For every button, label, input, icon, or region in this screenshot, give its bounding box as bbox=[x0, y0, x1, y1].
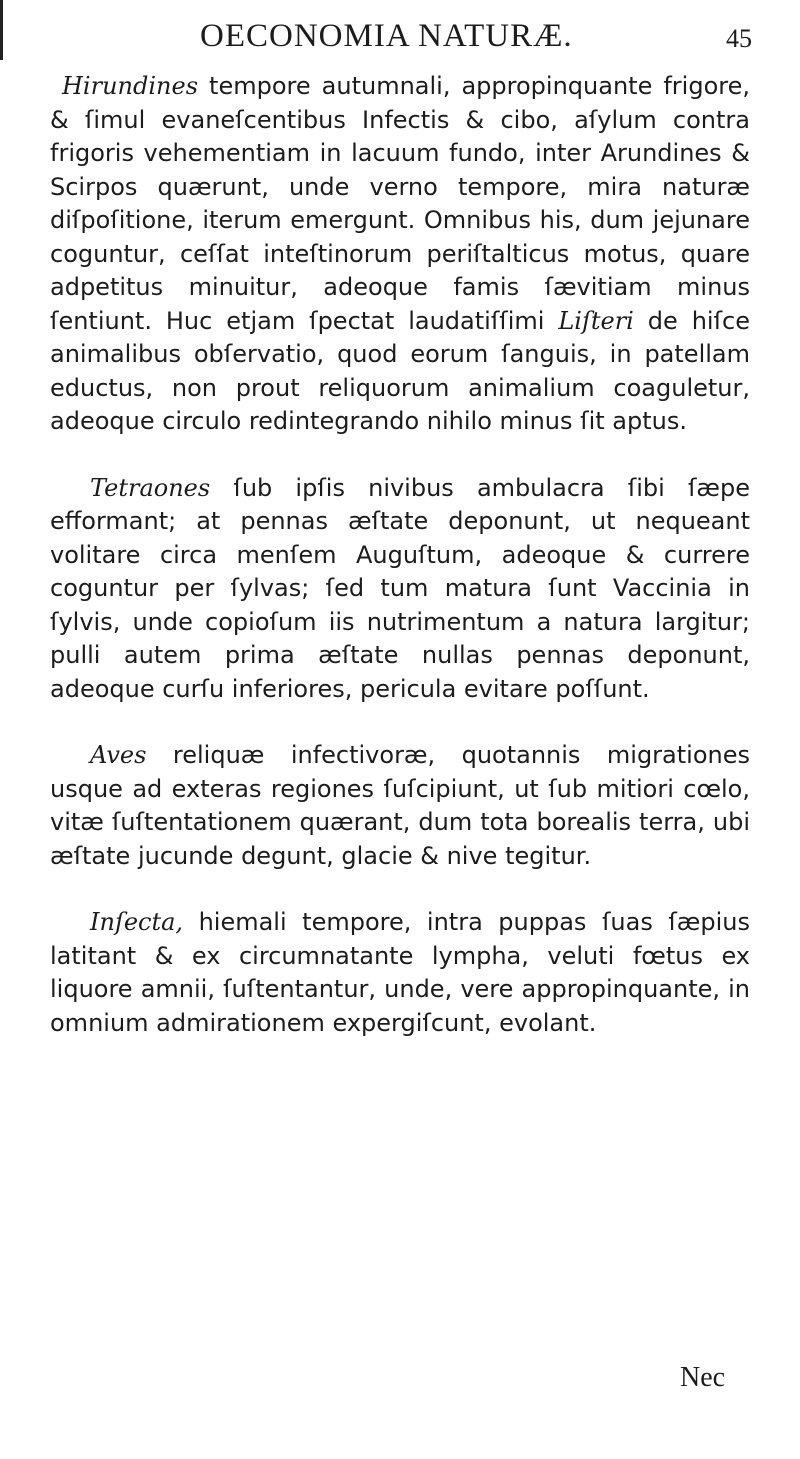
author-name: Liſteri bbox=[558, 306, 634, 335]
paragraph-text: hiemali tempore, intra puppas ſuas ſæpius latitant & ex circumnatante lympha, veluti fœtus ex liquore amnii, ſuſtentantur, unde, vere appropinquante, in omnium admirationem expergiſcunt, evolant. bbox=[50, 908, 750, 1037]
paragraph-hirundines bbox=[50, 70, 750, 439]
paragraph-lead: Tetraones bbox=[90, 473, 211, 502]
paragraph-text: tempore autumnali, appropinquante frigore, & ſimul evaneſcentibus Infectis & cibo, aſylum contra frigoris vehementiam in lacuum fundo, inter Arundines & Scirpos quærunt, unde verno tempore, mira naturæ diſpoſitione, iterum emergunt. Omnibus his, dum jejunare coguntur, ceſſat inteſtinorum periſtalticus motus, quare adpetitus minuitur, adeoque famis ſævitiam minus ſentiunt. Huc etjam ſpectat laudatiſſimi bbox=[50, 72, 750, 335]
running-title: OECONOMIA NATURÆ. bbox=[200, 18, 573, 54]
paragraph-aves bbox=[50, 739, 750, 873]
running-header bbox=[0, 18, 800, 58]
paragraph-insecta bbox=[50, 906, 750, 1040]
catchword: Nec bbox=[680, 1362, 726, 1393]
paragraph-text-continued: de hiſce animalibus obſervatio, quod eorum ſanguis, in patellam eductus, non prout reliquorum animalium coaguletur, adeoque circulo redintegrando nihilo minus ſit aptus. bbox=[50, 306, 750, 435]
paragraph-lead: Aves bbox=[90, 741, 147, 769]
paragraph-lead: Hirundines bbox=[62, 72, 199, 100]
paragraph-text: ſub ipſis nivibus ambulacra ſibi ſæpe efformant; at pennas æſtate deponunt, ut nequeant volitare circa menſem Auguſtum, adeoque & currere coguntur per ſylvas; ſed tum matura ſunt Vaccinia in ſylvis, unde copioſum iis nutrimentum a natura largitur; pulli autem prima æſtate nullas pennas deponunt, adeoque curſu inferiores, pericula evitare poſſunt. bbox=[50, 473, 750, 703]
paragraph-tetraones bbox=[50, 472, 750, 707]
paragraph-lead: Inſecta, bbox=[90, 908, 184, 936]
body-text bbox=[50, 70, 750, 1040]
paragraph-text: reliquæ infectivoræ, quotannis migrationes usque ad exteras regiones ſuſcipiunt, ut ſub mitiori cœlo, vitæ ſuſtentationem quærant, dum tota borealis terra, ubi æſtate jucunde degunt, glacie & nive tegitur. bbox=[50, 741, 750, 870]
page-number: 45 bbox=[726, 24, 752, 53]
